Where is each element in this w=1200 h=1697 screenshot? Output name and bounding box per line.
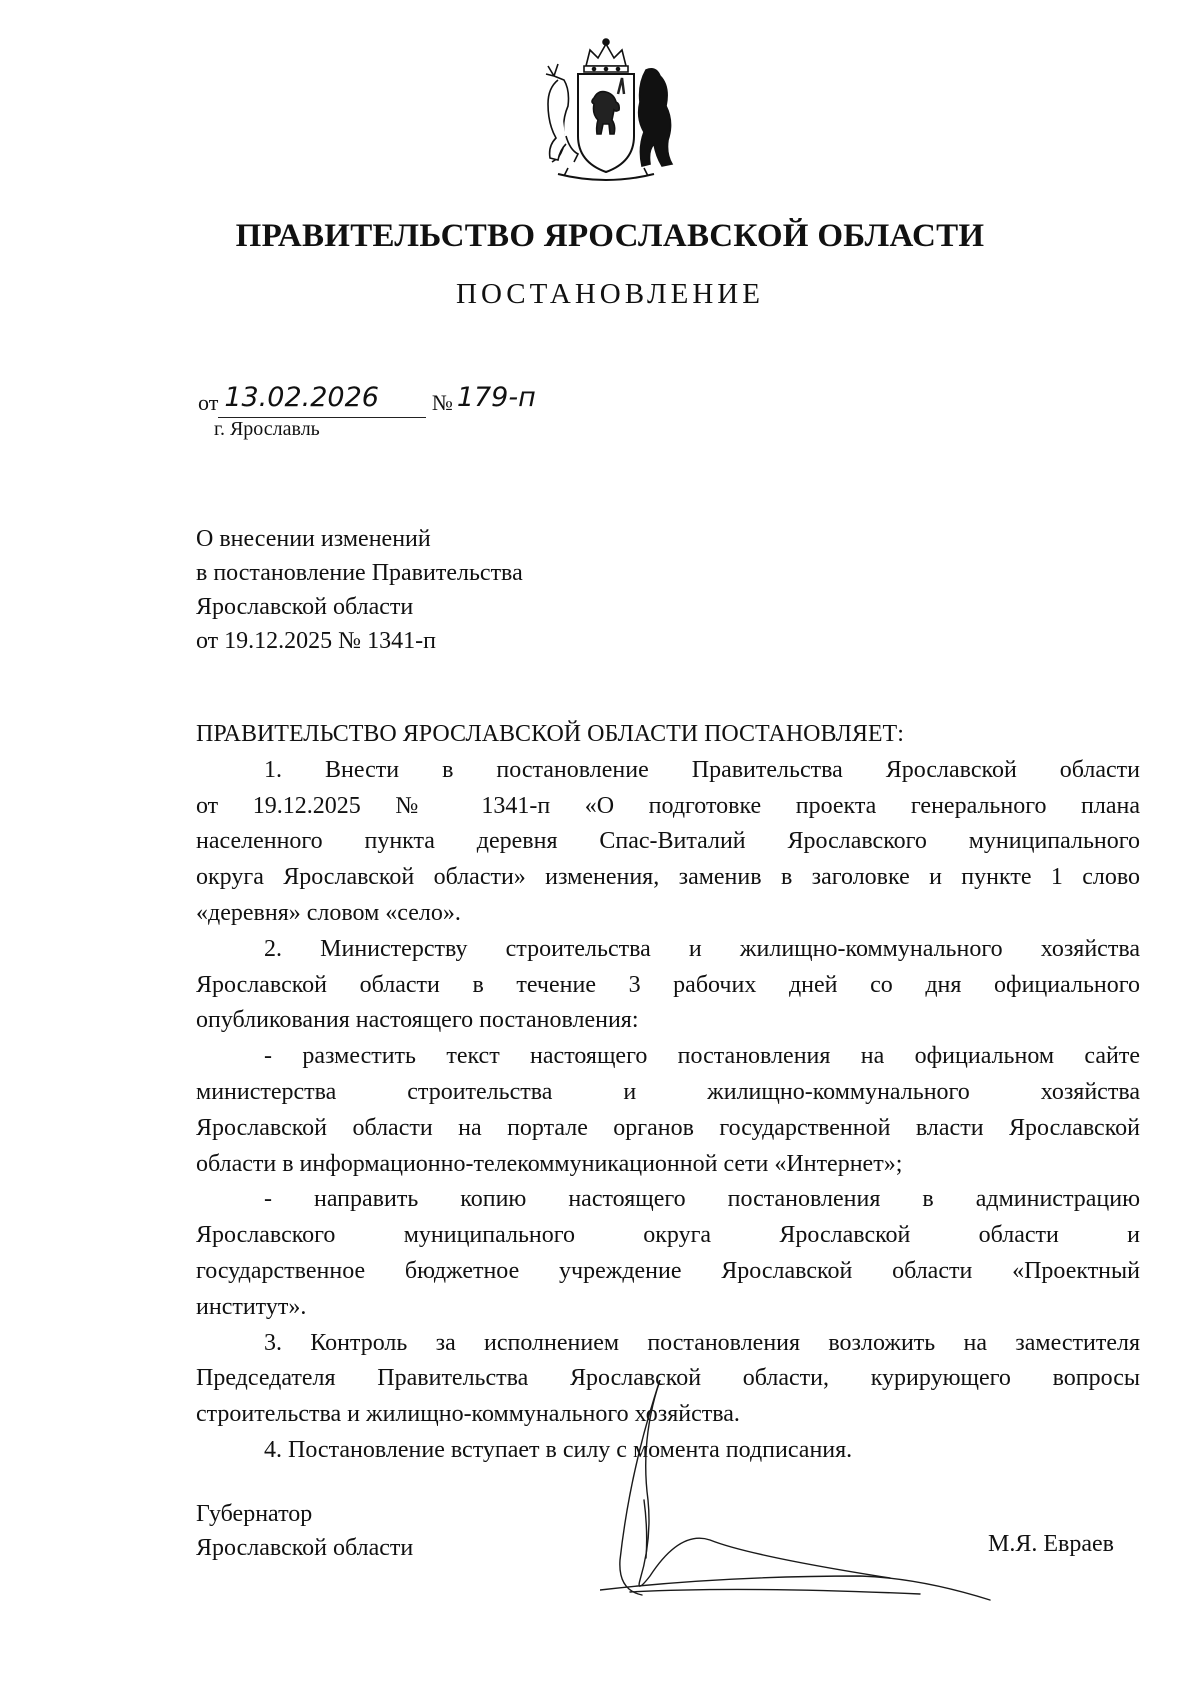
subject-line: Ярославской области <box>196 594 414 620</box>
body-line: - разместить текст настоящего постановления на официальном сайте <box>264 1043 1140 1070</box>
number-prefix: № <box>431 390 453 415</box>
body-line: Ярославской области в течение 3 рабочих дней со дня официального <box>196 971 1140 998</box>
body-line: министерства строительства и жилищно-коммунального хозяйства <box>196 1078 1140 1105</box>
handwritten-signature <box>600 1380 1020 1630</box>
body-line: - направить копию настоящего постановления в администрацию <box>264 1186 1140 1213</box>
preamble: ПРАВИТЕЛЬСТВО ЯРОСЛАВСКОЙ ОБЛАСТИ ПОСТАНОВЛЯЕТ: <box>196 721 904 747</box>
body-line: институт». <box>196 1293 307 1320</box>
body-line: Ярославской области на портале органов государственной власти Ярославской <box>196 1114 1140 1141</box>
body-line: Председателя Правительства Ярославской области, курирующего вопросы <box>196 1365 1140 1392</box>
handwritten-date: 13.02.2026 <box>224 382 379 413</box>
document-subject <box>196 522 523 658</box>
document-type: ПОСТАНОВЛЕНИЕ <box>456 278 764 310</box>
body-line: 4. Постановление вступает в силу с момента подписания. <box>264 1436 853 1463</box>
body-line: 2. Министерству строительства и жилищно-коммунального хозяйства <box>264 935 1140 962</box>
yaroslavl-coat-of-arms-icon <box>528 36 684 186</box>
handwritten-number: 179-п <box>456 382 536 413</box>
position-line: Губернатор <box>196 1501 313 1527</box>
signatory-position <box>196 1497 413 1565</box>
organization-title: ПРАВИТЕЛЬСТВО ЯРОСЛАВСКОЙ ОБЛАСТИ <box>235 218 985 254</box>
body-line: населенного пункта деревня Спас-Виталий Ярославского муниципального <box>196 828 1140 855</box>
body-line: строительства и жилищно-коммунального хозяйства. <box>196 1401 740 1428</box>
body-line: округа Ярославской области» изменения, заменив в заголовке и пункте 1 слово <box>196 864 1140 891</box>
signatory-name: М.Я. Евраев <box>988 1531 1114 1557</box>
number-field <box>453 382 593 417</box>
position-line: Ярославской области <box>196 1535 414 1561</box>
registration-line <box>198 382 593 418</box>
body-line: опубликования настоящего постановления: <box>196 1007 639 1034</box>
document-body <box>196 717 1140 1469</box>
body-line: 1. Внести в постановление Правительства Ярославской области <box>264 756 1140 783</box>
body-line: от 19.12.2025 № 1341-п «О подготовке проекта генерального плана <box>196 792 1140 819</box>
date-field <box>218 382 426 418</box>
subject-line: О внесении изменений <box>196 526 431 552</box>
body-line: Ярославского муниципального округа Ярославской области и <box>196 1222 1140 1249</box>
city-name: г. Ярославль <box>214 418 320 440</box>
body-line: 3. Контроль за исполнением постановления возложить на заместителя <box>264 1329 1140 1356</box>
date-prefix: от <box>198 390 219 415</box>
subject-line: в постановление Правительства <box>196 560 523 586</box>
body-line: «деревня» словом «село». <box>196 899 461 926</box>
subject-line: от 19.12.2025 № 1341-п <box>196 628 436 654</box>
body-line: области в информационно-телекоммуникационной сети «Интернет»; <box>196 1150 903 1177</box>
body-line: государственное бюджетное учреждение Ярославской области «Проектный <box>196 1257 1140 1284</box>
